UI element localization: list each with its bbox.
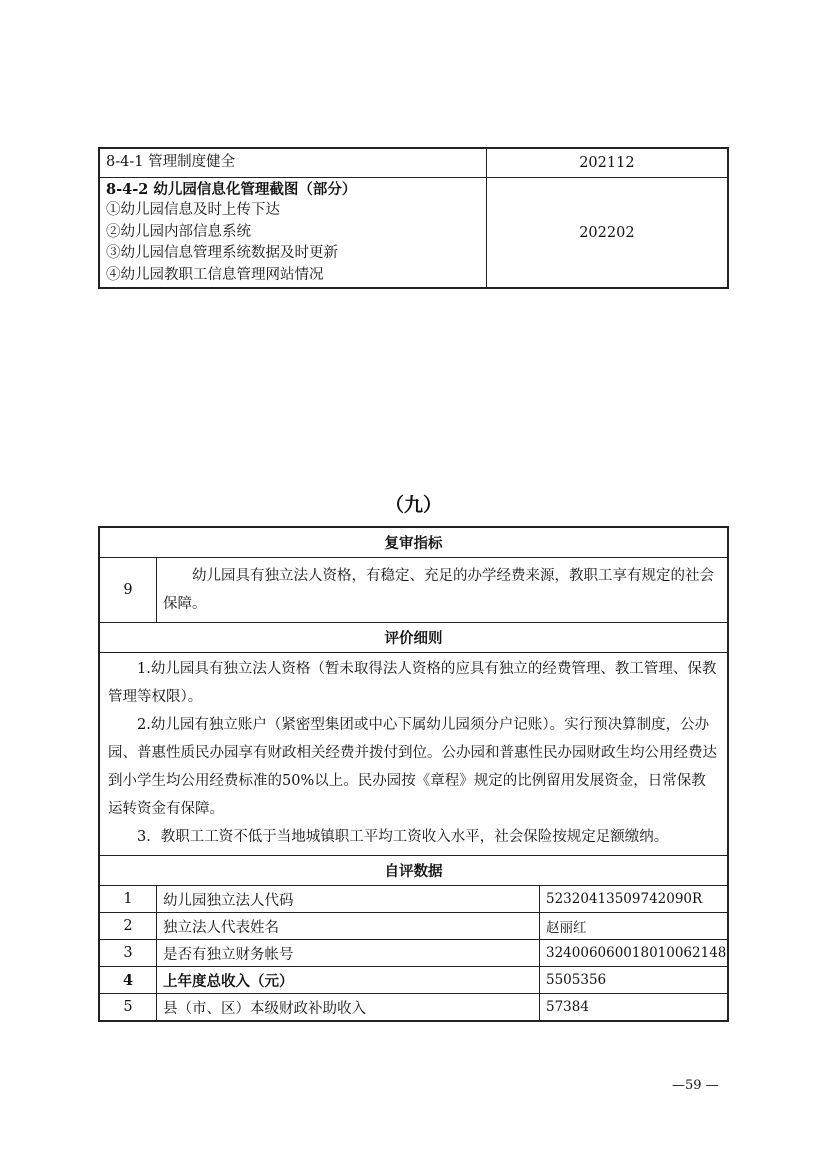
table-row bbox=[99, 994, 728, 1022]
data-row-number: 4 bbox=[99, 967, 157, 994]
table-row bbox=[99, 148, 728, 178]
section-title: （九） bbox=[384, 494, 442, 516]
criteria-item-2: 2.幼儿园有独立账户（紧密型集团或中心下属幼儿园须分户记账）。实行预决算制度，公办园、普惠性质民办园享有财政相关经费并拨付到位。公办园和普惠性民办园财政生均公用经费达到小学生均公用经费标准的50%以上。民办园按《章程》规定的比例留用发展资金，日常保教运转资金有保障。 bbox=[108, 717, 717, 817]
data-row-label: 独立法人代表姓名 bbox=[157, 913, 540, 940]
data-row-label: 是否有独立财务帐号 bbox=[157, 940, 540, 967]
table-row bbox=[99, 940, 728, 967]
evaluation-table bbox=[98, 526, 729, 1022]
item-8-4-1-date: 202112 bbox=[486, 148, 728, 178]
table-row bbox=[99, 623, 728, 653]
data-row-value: 5505356 bbox=[540, 967, 729, 994]
criteria-item-1: 1.幼儿园具有独立法人资格（暂未取得法人资格的应具有独立的经费管理、教工管理、保教管理等权限）。 bbox=[108, 661, 717, 705]
item-8-4-1-title: 8-4-1 管理制度健全 bbox=[106, 154, 236, 171]
data-row-number: 1 bbox=[99, 886, 157, 913]
item-8-4-2-sub-2: ②幼儿园内部信息系统 bbox=[106, 223, 251, 240]
data-row-label: 县（市、区）本级财政补助收入 bbox=[157, 994, 540, 1022]
data-row-value: 324006060018010062148 bbox=[540, 940, 729, 967]
indicator-number: 9 bbox=[99, 558, 157, 623]
item-8-4-2-date: 202202 bbox=[486, 178, 728, 289]
page-number: —59 — bbox=[672, 1078, 719, 1093]
table-row bbox=[99, 886, 728, 913]
data-row-number: 3 bbox=[99, 940, 157, 967]
top-table bbox=[98, 147, 729, 289]
table-row bbox=[99, 856, 728, 886]
data-row-value: 52320413509742090R bbox=[540, 886, 729, 913]
indicator-text: 幼儿园具有独立法人资格，有稳定、充足的办学经费来源，教职工享有规定的社会保障。 bbox=[157, 558, 729, 623]
item-8-4-2-sub-4: ④幼儿园教职工信息管理网站情况 bbox=[106, 266, 324, 283]
data-row-label: 幼儿园独立法人代码 bbox=[157, 886, 540, 913]
criteria-cell bbox=[99, 653, 728, 856]
table-row bbox=[99, 558, 728, 623]
table-row bbox=[99, 653, 728, 856]
criteria-item-3: 3．教职工工资不低于当地城镇职工平均工资收入水平，社会保险按规定足额缴纳。 bbox=[137, 829, 669, 845]
data-row-value: 赵丽红 bbox=[540, 913, 729, 940]
review-header: 复审指标 bbox=[99, 527, 728, 558]
item-8-4-1-cell bbox=[99, 148, 486, 178]
item-8-4-2-cell bbox=[99, 178, 486, 289]
table-row bbox=[99, 967, 728, 994]
self-eval-header: 自评数据 bbox=[99, 856, 728, 886]
criteria-header: 评价细则 bbox=[99, 623, 728, 653]
item-8-4-2-title: 8-4-2 幼儿园信息化管理截图（部分） bbox=[106, 180, 357, 198]
table-row bbox=[99, 913, 728, 940]
table-row bbox=[99, 527, 728, 558]
data-row-value: 57384 bbox=[540, 994, 729, 1022]
item-8-4-2-sub-1: ①幼儿园信息及时上传下达 bbox=[106, 202, 280, 219]
item-8-4-2-sub-3: ③幼儿园信息管理系统数据及时更新 bbox=[106, 245, 338, 262]
data-row-number: 5 bbox=[99, 994, 157, 1022]
table-row bbox=[99, 178, 728, 289]
data-row-number: 2 bbox=[99, 913, 157, 940]
data-row-label: 上年度总收入（元） bbox=[157, 967, 540, 994]
